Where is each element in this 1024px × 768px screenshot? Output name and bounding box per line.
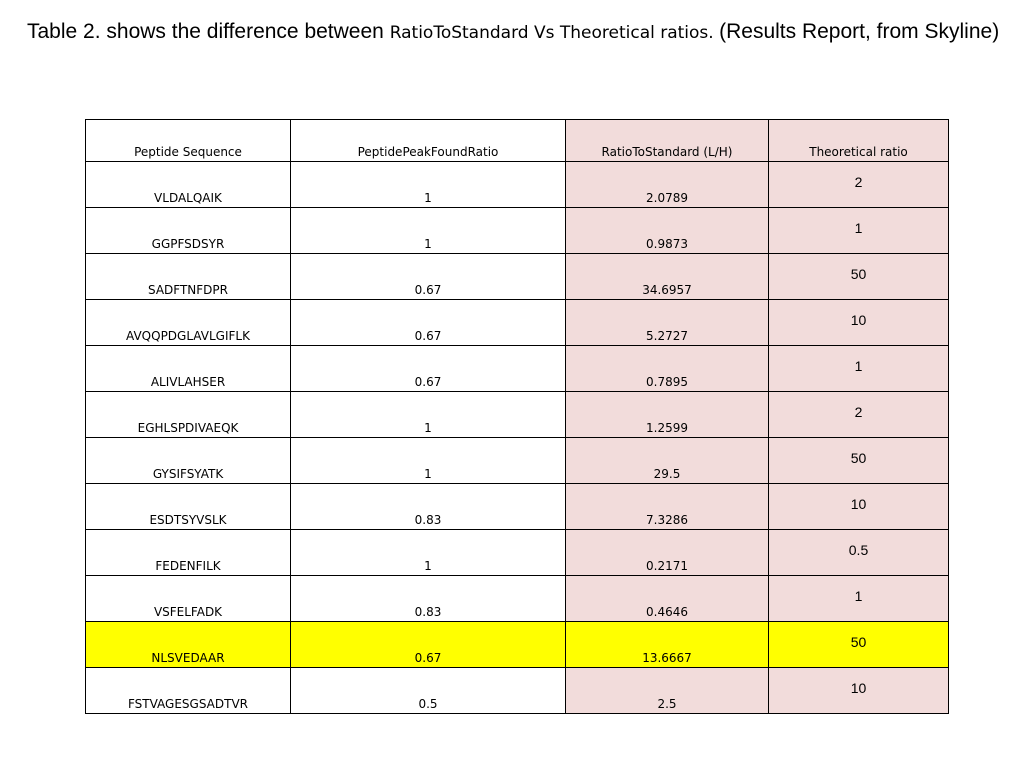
ratio-to-standard-cell: 29.5 <box>566 438 769 484</box>
header-theoretical-ratio: Theoretical ratio <box>769 120 949 162</box>
header-ratio-to-standard: RatioToStandard (L/H) <box>566 120 769 162</box>
table-row <box>86 208 949 254</box>
peptide-sequence-cell: VSFELFADK <box>86 576 291 622</box>
theoretical-ratio-cell: 1 <box>769 576 949 622</box>
table-row <box>86 346 949 392</box>
caption-part-1: Table 2. shows the difference between <box>27 20 390 43</box>
ratio-to-standard-cell: 0.9873 <box>566 208 769 254</box>
peak-found-ratio-cell: 1 <box>291 438 566 484</box>
ratio-to-standard-cell: 0.2171 <box>566 530 769 576</box>
ratio-to-standard-cell: 0.4646 <box>566 576 769 622</box>
theoretical-ratio-cell: 10 <box>769 484 949 530</box>
peptide-sequence-cell: FSTVAGESGSADTVR <box>86 668 291 714</box>
peptide-sequence-cell: ESDTSYVSLK <box>86 484 291 530</box>
peptide-sequence-cell: SADFTNFDPR <box>86 254 291 300</box>
ratio-to-standard-cell: 0.7895 <box>566 346 769 392</box>
table-row <box>86 254 949 300</box>
table-row <box>86 484 949 530</box>
table-body <box>86 162 949 714</box>
theoretical-ratio-cell: 10 <box>769 300 949 346</box>
table-row <box>86 162 949 208</box>
table-row <box>86 530 949 576</box>
header-row <box>86 120 949 162</box>
theoretical-ratio-cell: 10 <box>769 668 949 714</box>
peak-found-ratio-cell: 0.67 <box>291 300 566 346</box>
theoretical-ratio-cell: 2 <box>769 162 949 208</box>
peak-found-ratio-cell: 1 <box>291 162 566 208</box>
peptide-sequence-cell: ALIVLAHSER <box>86 346 291 392</box>
peptide-sequence-cell: GYSIFSYATK <box>86 438 291 484</box>
table-row <box>86 300 949 346</box>
table-row <box>86 392 949 438</box>
ratio-to-standard-cell: 2.0789 <box>566 162 769 208</box>
theoretical-ratio-cell: 1 <box>769 346 949 392</box>
table-row <box>86 622 949 668</box>
theoretical-ratio-cell: 0.5 <box>769 530 949 576</box>
peak-found-ratio-cell: 0.5 <box>291 668 566 714</box>
table-caption <box>27 18 1007 47</box>
peptide-sequence-cell: EGHLSPDIVAEQK <box>86 392 291 438</box>
peptide-sequence-cell: AVQQPDGLAVLGIFLK <box>86 300 291 346</box>
peak-found-ratio-cell: 0.67 <box>291 346 566 392</box>
peptide-sequence-cell: GGPFSDSYR <box>86 208 291 254</box>
results-table <box>85 119 949 714</box>
ratio-to-standard-cell: 13.6667 <box>566 622 769 668</box>
ratio-to-standard-cell: 34.6957 <box>566 254 769 300</box>
theoretical-ratio-cell: 1 <box>769 208 949 254</box>
theoretical-ratio-cell: 2 <box>769 392 949 438</box>
peptide-sequence-cell: NLSVEDAAR <box>86 622 291 668</box>
peak-found-ratio-cell: 0.67 <box>291 622 566 668</box>
peak-found-ratio-cell: 1 <box>291 208 566 254</box>
header-peptide-sequence: Peptide Sequence <box>86 120 291 162</box>
peak-found-ratio-cell: 0.67 <box>291 254 566 300</box>
theoretical-ratio-cell: 50 <box>769 254 949 300</box>
peptide-sequence-cell: VLDALQAIK <box>86 162 291 208</box>
table-row <box>86 668 949 714</box>
caption-part-3: (Results Report, from Skyline) <box>719 20 1000 43</box>
peak-found-ratio-cell: 1 <box>291 392 566 438</box>
table-row <box>86 576 949 622</box>
ratio-to-standard-cell: 7.3286 <box>566 484 769 530</box>
peak-found-ratio-cell: 0.83 <box>291 576 566 622</box>
theoretical-ratio-cell: 50 <box>769 622 949 668</box>
peak-found-ratio-cell: 0.83 <box>291 484 566 530</box>
caption-part-2: RatioToStandard Vs Theoretical ratios. <box>389 23 720 43</box>
header-peak-found-ratio: PeptidePeakFoundRatio <box>291 120 566 162</box>
theoretical-ratio-cell: 50 <box>769 438 949 484</box>
ratio-to-standard-cell: 5.2727 <box>566 300 769 346</box>
ratio-to-standard-cell: 2.5 <box>566 668 769 714</box>
ratio-to-standard-cell: 1.2599 <box>566 392 769 438</box>
peak-found-ratio-cell: 1 <box>291 530 566 576</box>
table-row <box>86 438 949 484</box>
peptide-sequence-cell: FEDENFILK <box>86 530 291 576</box>
